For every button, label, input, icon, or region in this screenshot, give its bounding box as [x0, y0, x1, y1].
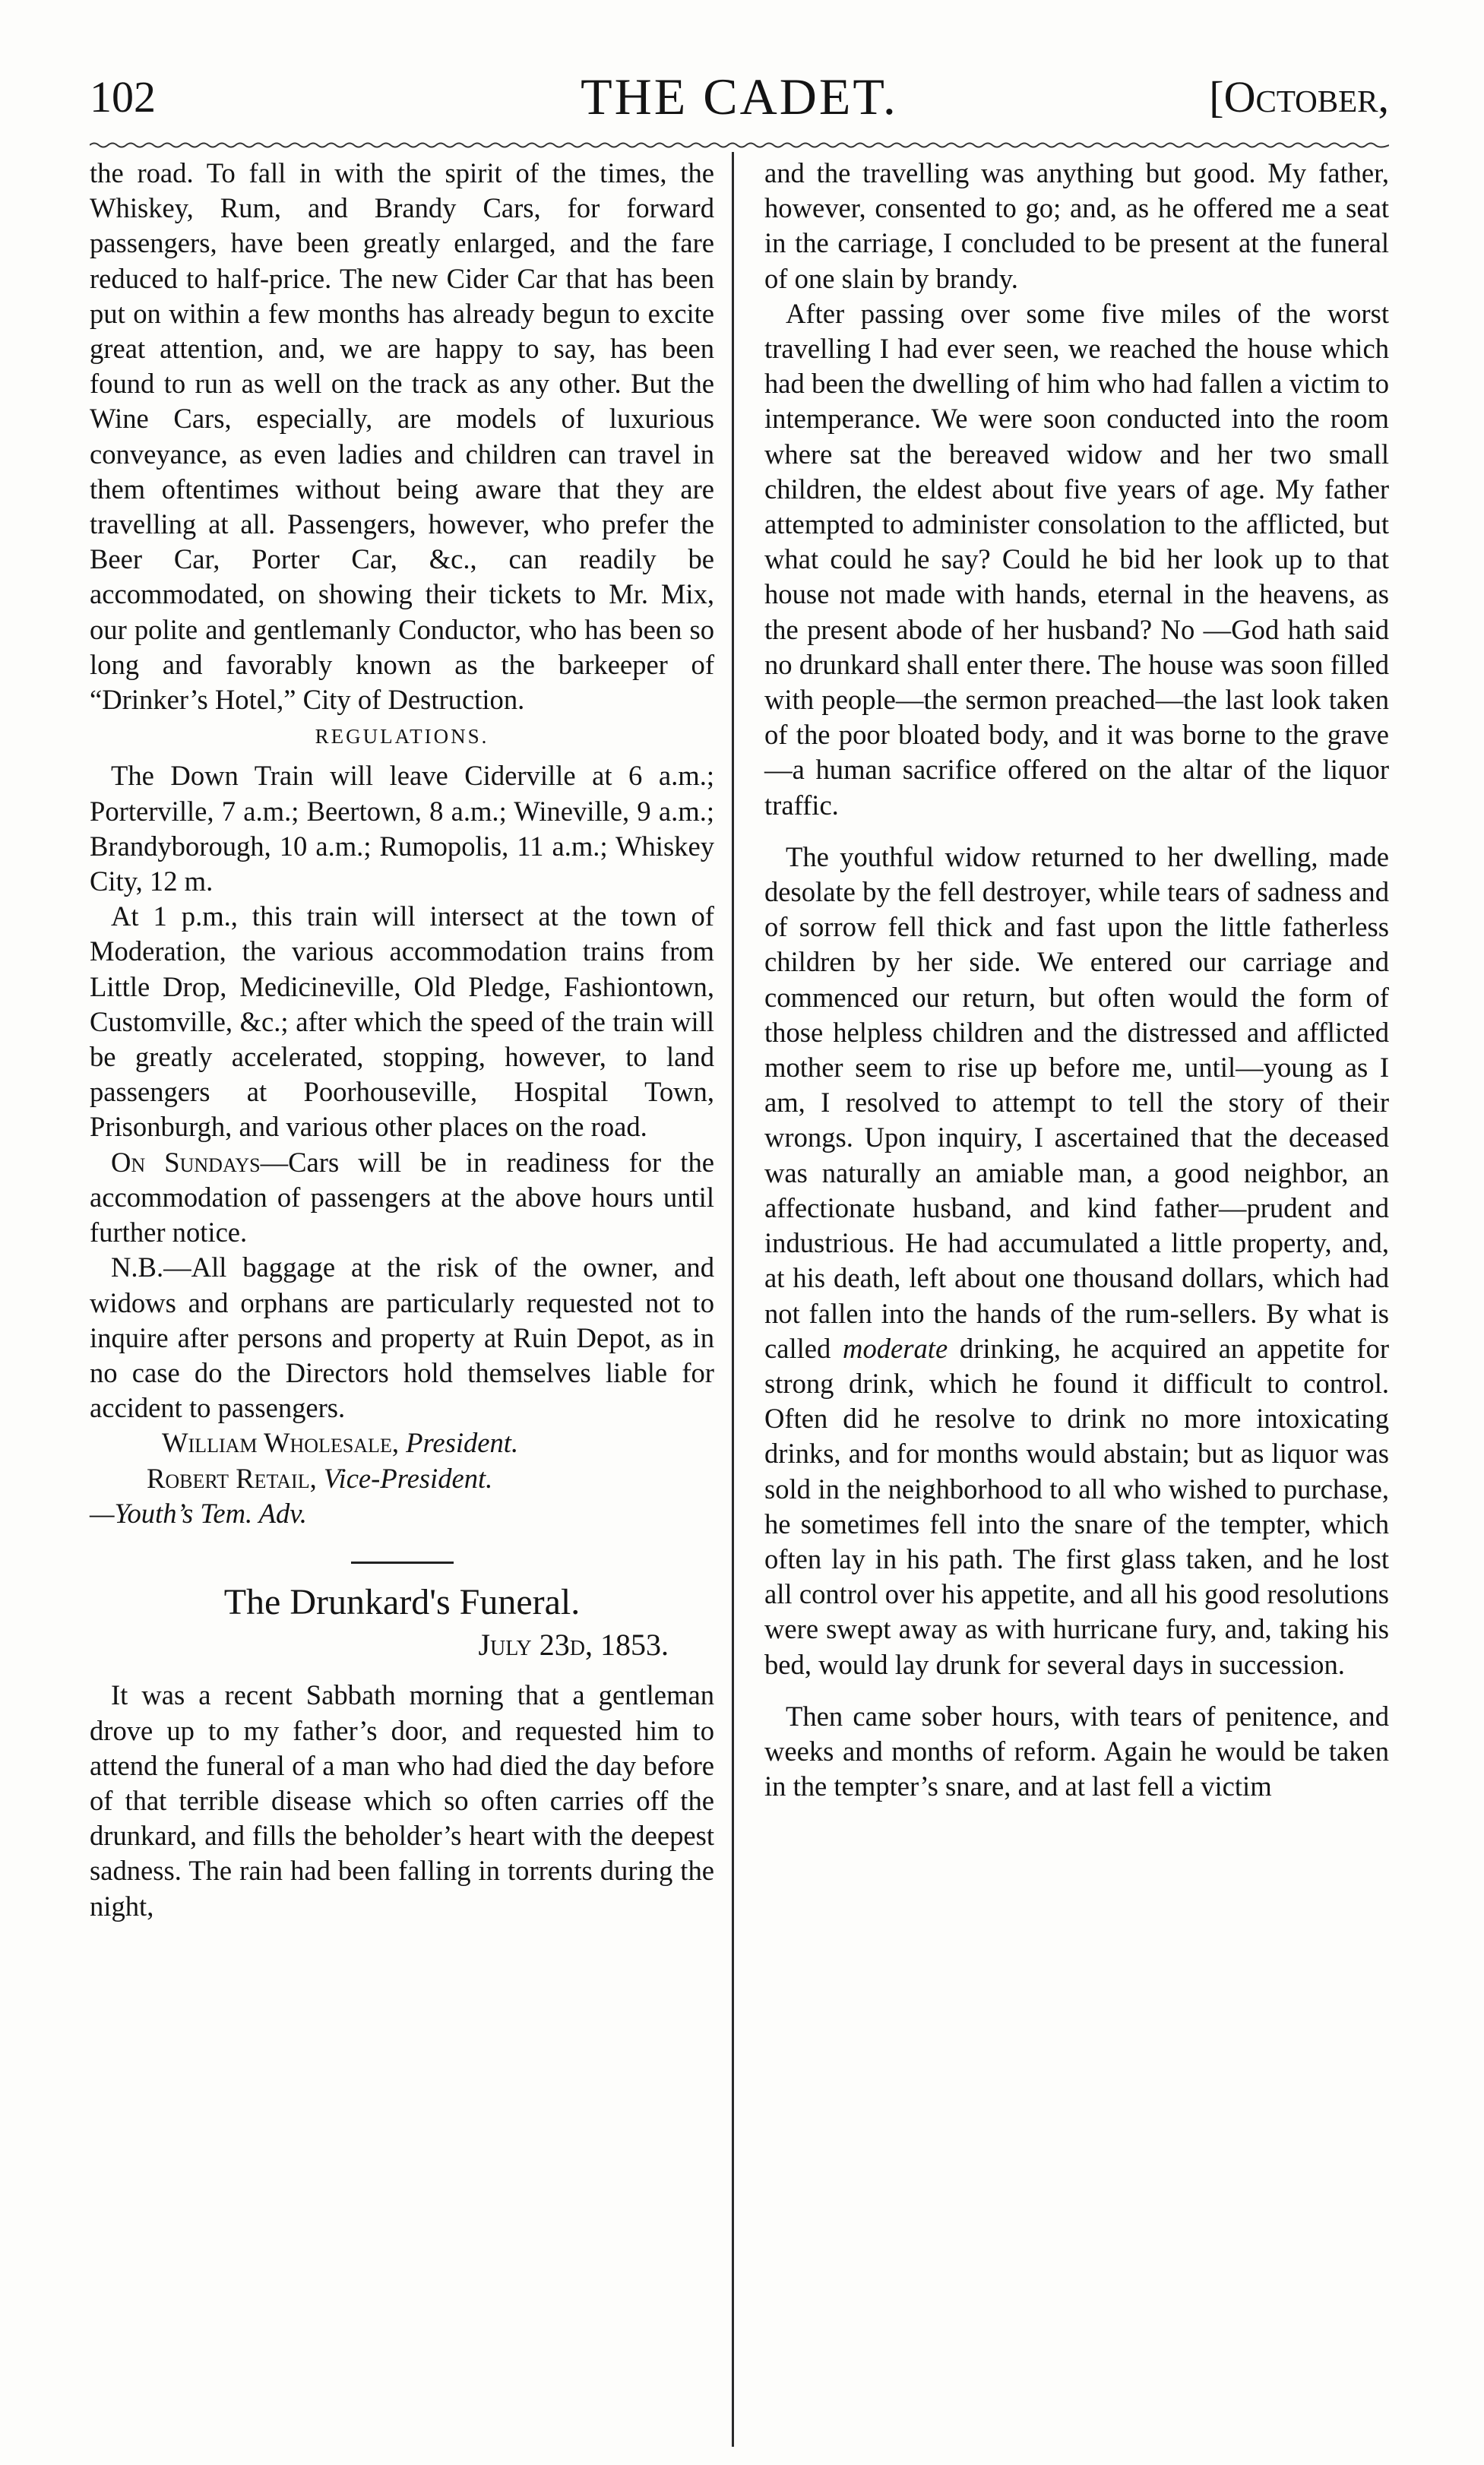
article-date: July 23d, 1853. — [478, 1628, 669, 1663]
paragraph-spacer — [764, 1682, 1389, 1699]
paragraph: the road. To fall in with the spirit of the times, the Whiskey, Rum, and Brandy Cars, for forward passengers, have been greatly enlarged, and the fare reduced to half-price. The new Cider Car that has been put on within a few months has already begun to excite great attention, and, we are happy to say, has been found to run as well on the track as any other. But the Wine Cars, especially, are models of luxurious conveyance, as even ladies and children can travel in them oftentimes without being aware that they are travelling at all. Passengers, however, who prefer the Beer Car, Porter Car, &c., can readily be accommodated, on showing their tickets to Mr. Mix, our polite and gentlemanly Conductor, who has been so long and favorably known as the barkeeper of “Drinker’s Hotel,” City of Destruction. — [90, 157, 714, 716]
paragraph-text: —Cars will be in readiness for the accommodation of passengers at the above hours until further notice. — [90, 1146, 714, 1248]
paragraph: The youthful widow returned to her dwelling, made desolate by the fell destroyer, while tears of sadness and of sorrow fell thick and fast upon the little fatherless children by her side. We entered our carriage and commenced our return, but often would the form of those helpless children and the distressed and afflicted mother seem to rise up before me, until—young as I am, I resolved to attempt to tell the story of their wrongs. Upon inquiry, I ascertained that the deceased was naturally an amiable man, a good neighbor, an affectionate husband, and kind father—prudent and industrious. He had accumulated a little property, and, at his death, left about one thousand dollars, which had not fallen into the hands of the rum-sellers. By what is called moderate drinking, he acquired an appetite for strong drink, which he found it difficult to control. Often did he resolve to drink no more intoxicating drinks, and for months would abstain; but as liquor was sold in the neighborhood to all who wished to purchase, he sometimes fell into the snare of the tempter, which often lay in his path. The first glass taken, and he lost all control over his appetite, and all his good resolutions were swept away as with hurricane fury, and, taking his bed, would lay drunk for several days in succession. — [764, 840, 1389, 1680]
paragraph: It was a recent Sabbath morning that a gentleman drove up to my father’s door, and requested him to attend the funeral of a man who had died the day before of that terrible disease which so often carries off the drunkard, and fills the beholder’s heart with the deepest sadness. The rain had been falling in torrents during the night, — [90, 1679, 714, 1922]
paragraph: N.B.—All baggage at the risk of the owner, and widows and orphans are particularly requested not to inquire after persons and property at Ruin Depot, as in no case do the Directors hold themselves liable for accident to passengers. — [90, 1251, 714, 1424]
section-divider — [351, 1562, 454, 1564]
paragraph: and the travelling was anything but good. My father, however, consented to go; and, as he offered me a seat in the carriage, I concluded to be present at the funeral of one slain by brandy. — [764, 157, 1389, 294]
header-month: [October, — [1209, 72, 1389, 122]
paragraph: After passing over some five miles of the worst travelling I had ever seen, we reached the house which had been the dwelling of him who had fallen a victim to intemperance. We were soon conducted into the room where sat the bereaved widow and her two small children, the eldest about five years of age. My father attempted to administer consolation to the afflicted, but what could he say? Could he bid her look up to that house not made with hands, eternal in the heavens, as the present abode of her husband? No —God hath said no drunkard shall enter there. The house was soon filled with people—the sermon preached—the last look taken of the poor bloated body, and it was borne to the grave—a human sacrifice offered on the altar of the liquor traffic. — [764, 297, 1389, 821]
paragraph-spacer — [764, 823, 1389, 840]
signature-role: Vice-President. — [323, 1462, 493, 1494]
article-title: The Drunkard's Funeral. — [223, 1581, 581, 1622]
source-credit: —Youth’s Tem. Adv. — [90, 1497, 307, 1529]
regulations-heading: REGULATIONS. — [315, 725, 489, 748]
signature-president — [90, 1426, 714, 1460]
left-column — [90, 156, 714, 1924]
signature-role: President. — [406, 1427, 519, 1459]
page-number: 102 — [90, 72, 156, 122]
paragraph: Then came sober hours, with tears of penitence, and weeks and months of reform. Again he would be taken in the tempter’s snare, and at last fell a victim — [764, 1700, 1389, 1802]
paragraph — [90, 1145, 714, 1251]
column-divider — [732, 152, 734, 2447]
signature-vice-president — [90, 1461, 714, 1496]
signature-name: Robert Retail, — [147, 1462, 317, 1494]
lead-in: On Sundays — [111, 1146, 261, 1178]
paragraph: The Down Train will leave Ciderville at 6 a.m.; Porterville, 7 a.m.; Beertown, 8 a.m.; Wineville, 9 a.m.; Brandyborough, 10 a.m.; Rumopolis, 11 a.m.; Whiskey City, 12 m. — [90, 760, 714, 897]
header-wavy-rule — [90, 141, 1389, 149]
running-header — [90, 67, 1389, 135]
journal-title: THE CADET. — [581, 68, 898, 125]
signature-name: William Wholesale, — [162, 1427, 399, 1459]
right-column — [764, 156, 1389, 1804]
emphasis: moderate — [843, 1332, 948, 1364]
paragraph: At 1 p.m., this train will intersect at the town of Moderation, the various accommodation trains from Little Drop, Medicineville, Old Pledge, Fashiontown, Customville, &c.; after which the speed of the train will be greatly accelerated, stopping, however, to land passengers at Poorhouseville, Hospital Town, Prisonburgh, and various other places on the road. — [90, 900, 714, 1143]
